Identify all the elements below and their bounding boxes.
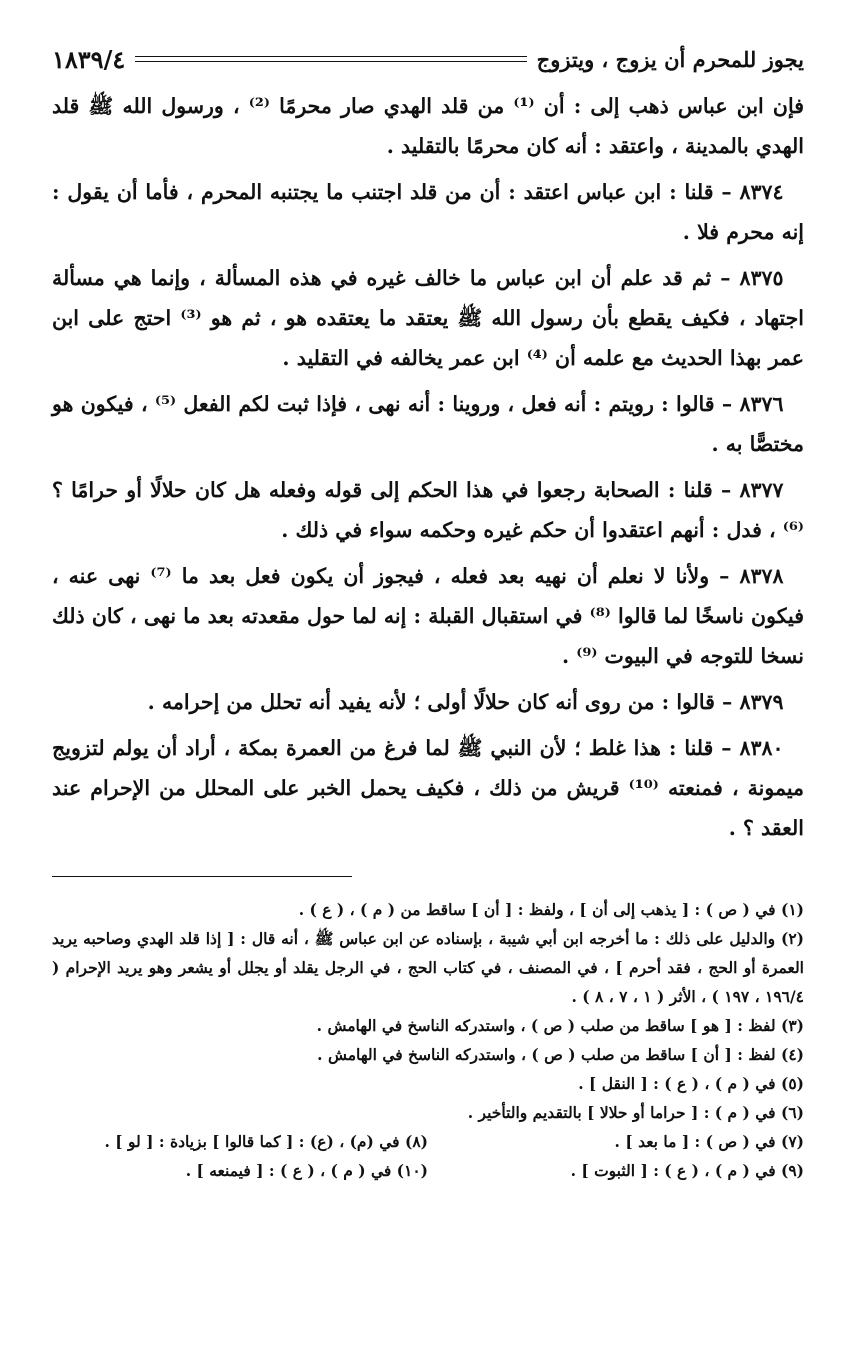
footnote: (٢) والدليل على ذلك : ما أخرجه ابن أبي شيبة ، بإسناده عن ابن عباس ﷺ ، أنه قال : [ إذا قلد الهدي وصاحبه يريد العمرة أو الحج ، فقد أحرم ] ، في المصنف ، في كتاب الحج ، في الرجل يقلد أو يجلل أو يشعر وهو يريد الإحرام ( ١٩٦/٤ ، ١٩٧ ) ، الأثر ( ١ ، ٧ ، ٨ ) . — [52, 929, 804, 1006]
document-page — [52, 38, 804, 1185]
paragraph: ٨٣٧٤ – قلنا : ابن عباس اعتقد : أن من قلد اجتنب ما يجتنبه المحرم ، فأما أن يقول : إنه محرم فلا . — [52, 180, 804, 244]
header-rule — [135, 56, 526, 62]
footnote: (٨) في (م) ، (ع) : [ كما قالوا ] بزيادة : [ لو ] . — [104, 1132, 428, 1151]
paragraph: ٨٣٧٨ – ولأنا لا نعلم أن نهيه بعد فعله ، فيجوز أن يكون فعل بعد ما ⁽⁷⁾ نهى عنه ، فيكون ناسخًا لما قالوا ⁽⁸⁾ في استقبال القبلة : إنه لما حول مقعدته بعد ما نهى ، كان ذلك نسخا للتوجه في البيوت ⁽⁹⁾ . — [52, 564, 805, 668]
main-text — [52, 86, 804, 848]
footnote: (١) في ( ص ) : [ يذهب إلى أن ] ، ولفظ : [ أن ] ساقط من ( م ) ، ( ع ) . — [298, 900, 804, 919]
footnotes — [52, 891, 804, 1185]
paragraph: ٨٣٧٥ – ثم قد علم أن ابن عباس ما خالف غيره في هذه المسألة ، وإنما هي مسألة اجتهاد ، فكيف يقطع بأن رسول الله ﷺ يعتقد ما يعتقده هو ، ثم هو ⁽³⁾ احتج على ابن عمر بهذا الحديث مع علمه أن ⁽⁴⁾ ابن عمر يخالفه في التقليد . — [52, 266, 804, 370]
footnote: (٦) في ( م ) : [ حراما أو حلالا ] بالتقديم والتأخير . — [467, 1103, 804, 1122]
footnote: (٤) لفظ : [ أن ] ساقط من صلب ( ص ) ، واستدركه الناسخ في الهامش . — [317, 1045, 804, 1064]
footnote: (٣) لفظ : [ هو ] ساقط من صلب ( ص ) ، واستدركه الناسخ في الهامش . — [316, 1016, 804, 1035]
footnote-pair — [52, 1127, 804, 1156]
running-title: يجوز للمحرم أن يزوج ، ويتزوج — [536, 46, 804, 72]
footnote-separator — [52, 876, 352, 877]
footnote: (٩) في ( م ) ، ( ع ) : [ الثبوت ] . — [570, 1161, 804, 1180]
footnote: (١٠) في ( م ) ، ( ع ) : [ فيمنعه ] . — [185, 1161, 428, 1180]
page-number: ١٨٣٩/٤ — [52, 44, 126, 74]
footnote: (٥) في ( م ) ، ( ع ) : [ النقل ] . — [578, 1074, 804, 1093]
page-header — [52, 38, 804, 80]
footnote: (٧) في ( ص ) : [ ما بعد ] . — [614, 1132, 804, 1151]
paragraph: ٨٣٧٧ – قلنا : الصحابة رجعوا في هذا الحكم إلى قوله وفعله هل كان حلالًا أو حرامًا ؟ ⁽⁶⁾ ، فدل : أنهم اعتقدوا أن حكم غيره وحكمه سواء في ذلك . — [52, 478, 804, 542]
paragraph: ٨٣٨٠ – قلنا : هذا غلط ؛ لأن النبي ﷺ لما فرغ من العمرة بمكة ، أراد أن يولم لتزويج ميمونة ، فمنعته ⁽¹⁰⁾ قريش من ذلك ، فكيف يحمل الخبر على المحلل من الإحرام عند العقد ؟ . — [52, 736, 804, 840]
paragraph: فإن ابن عباس ذهب إلى : أن ⁽¹⁾ من قلد الهدي صار محرمًا ⁽²⁾ ، ورسول الله ﷺ قلد الهدي بالمدينة ، واعتقد : أنه كان محرمًا بالتقليد . — [52, 94, 804, 158]
footnote-pair — [52, 1156, 804, 1185]
paragraph: ٨٣٧٩ – قالوا : من روى أنه كان حلالًا أولى ؛ لأنه يفيد أنه تحلل من إحرامه . — [147, 690, 784, 714]
paragraph: ٨٣٧٦ – قالوا : رويتم : أنه فعل ، وروينا : أنه نهى ، فإذا ثبت لكم الفعل ⁽⁵⁾ ، فيكون هو مختصًّا به . — [52, 392, 804, 456]
